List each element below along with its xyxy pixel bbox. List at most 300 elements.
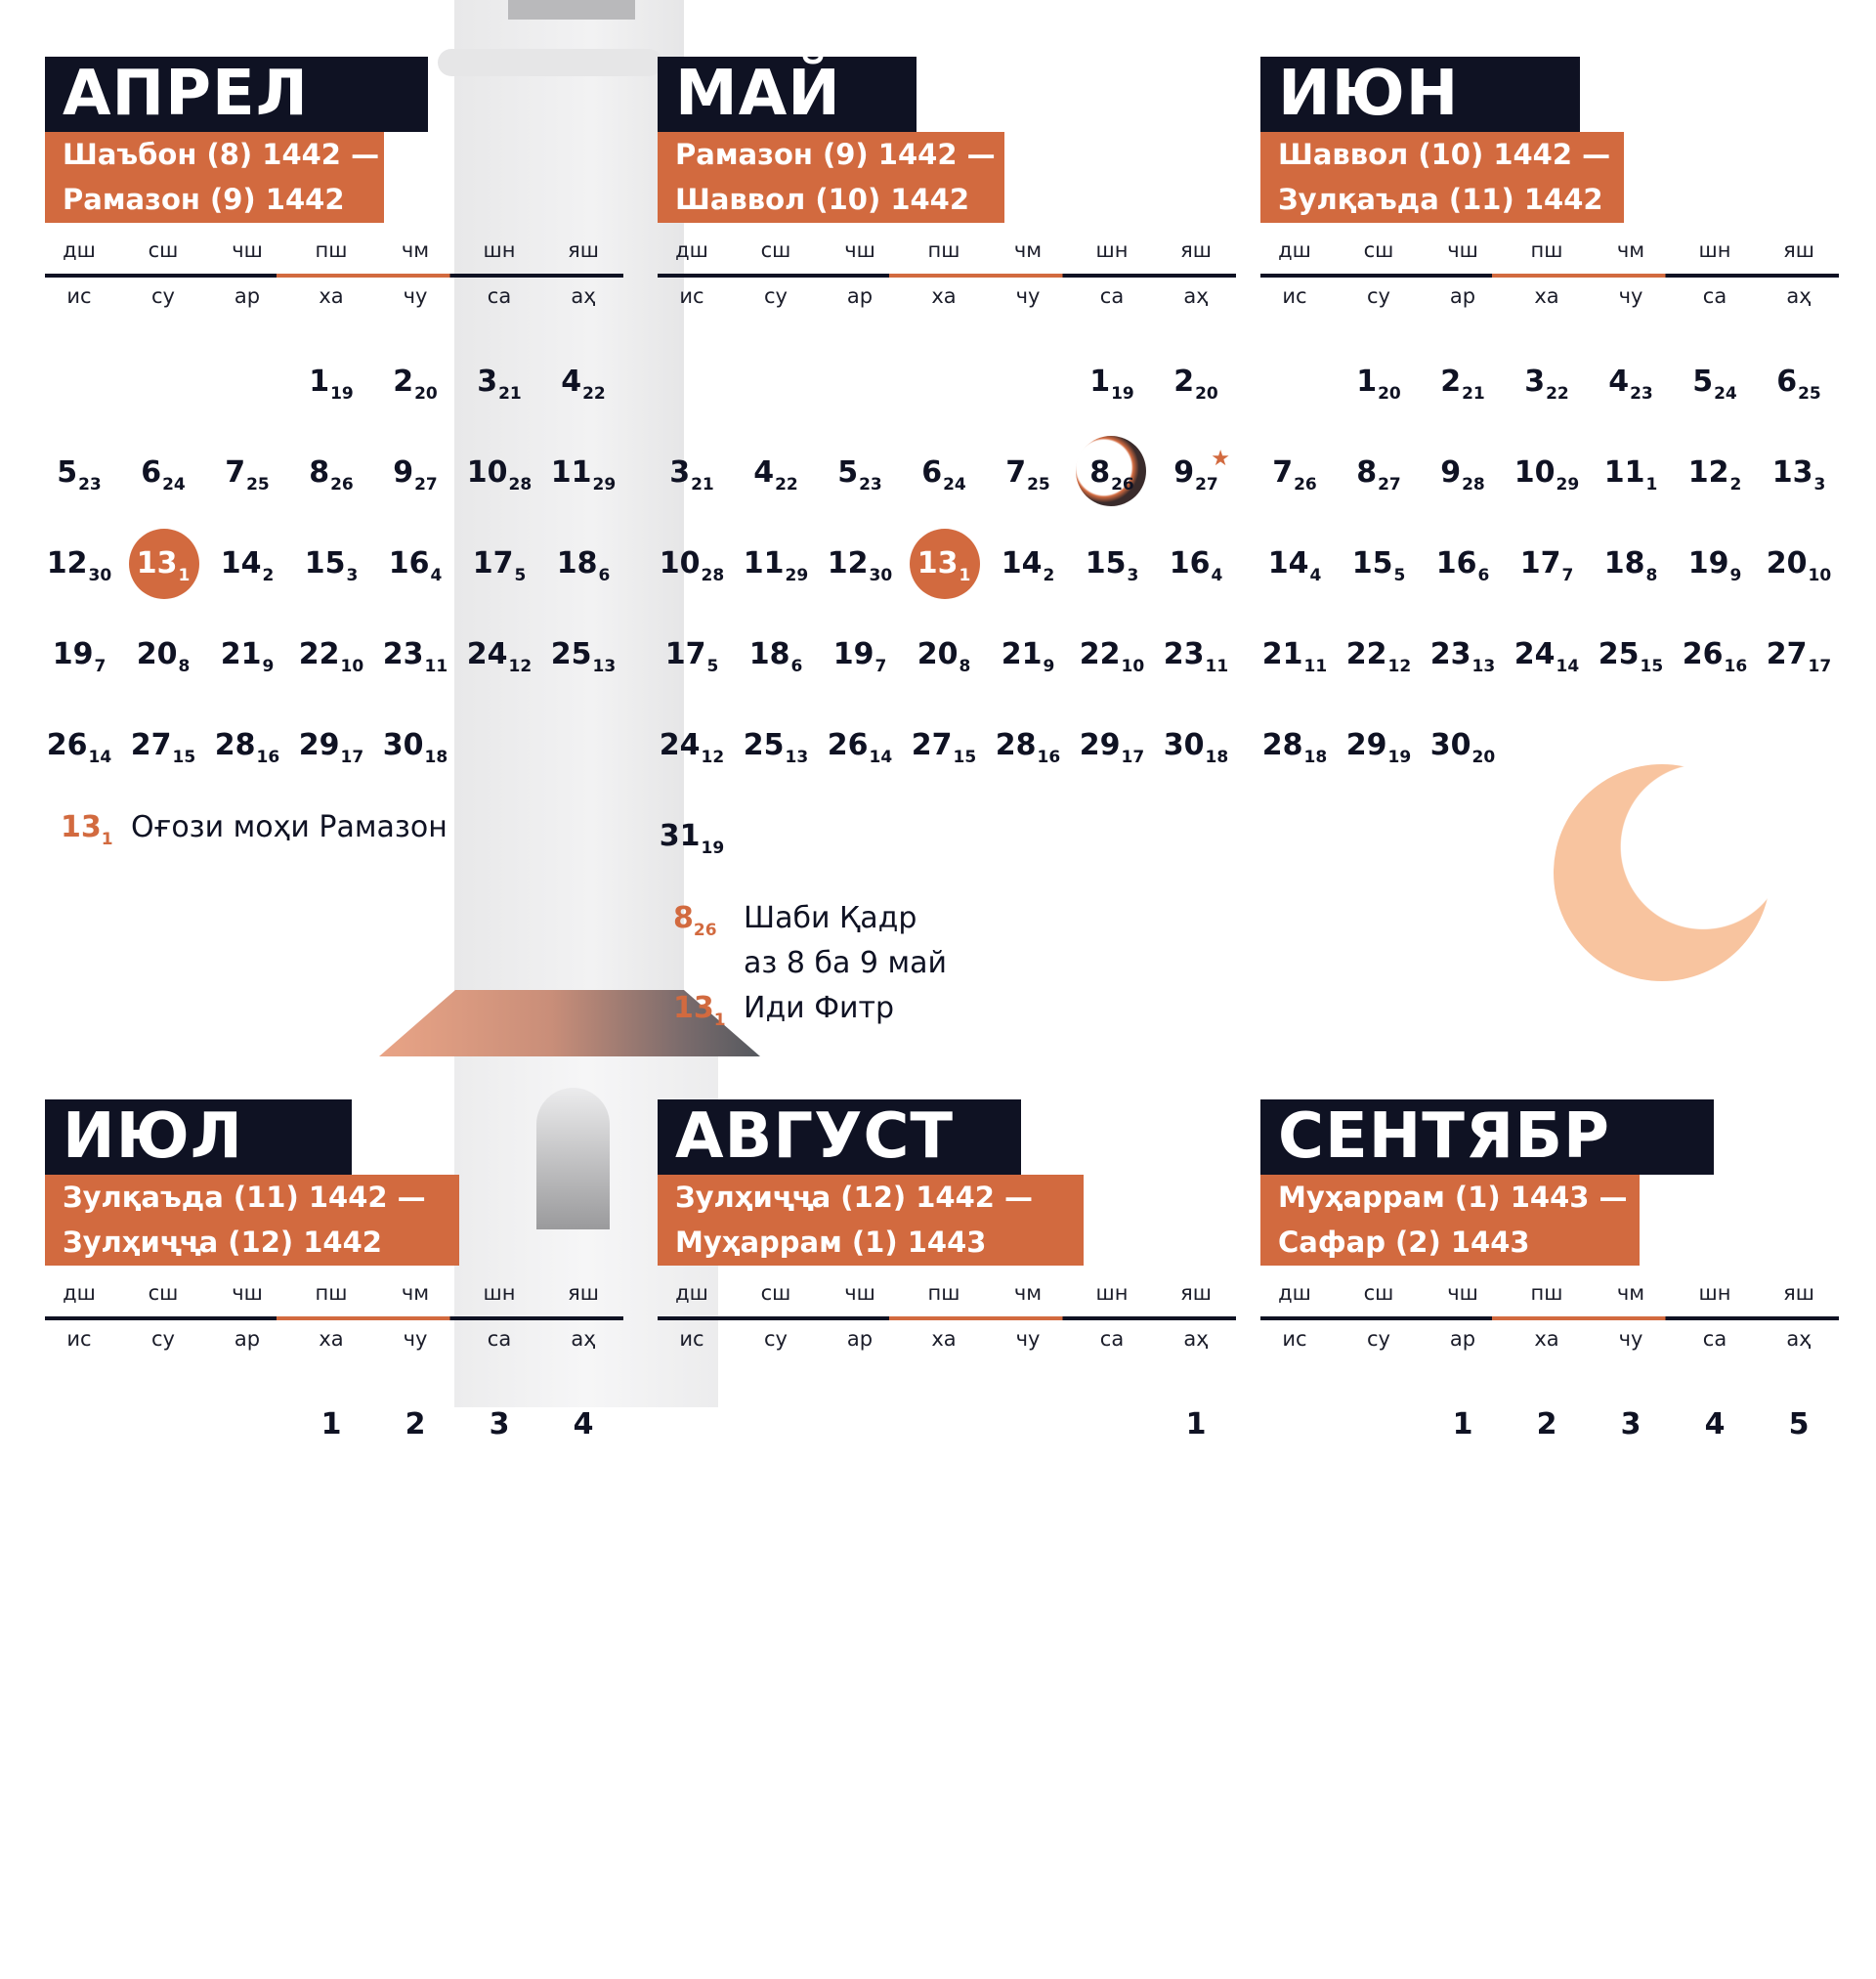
hijri-day: 18 (1303, 748, 1328, 767)
gregorian-day: 3 (489, 1407, 510, 1441)
weekday-label: су (764, 1327, 788, 1351)
weekday-label: ар (234, 1327, 261, 1351)
hijri-day: 29 (592, 475, 617, 495)
calendar-day[interactable] (1513, 451, 1581, 495)
month-title: ИЮЛ (45, 1099, 352, 1175)
legend-day: $8_{26}$ (673, 901, 717, 940)
weekday-label: шн (1095, 238, 1129, 262)
gregorian-day: 5 (57, 455, 78, 490)
weekday-label: чш (844, 1281, 875, 1305)
gregorian-day: 3 (1524, 365, 1546, 399)
calendar-day[interactable] (1162, 632, 1230, 677)
calendar-day[interactable] (1681, 632, 1749, 677)
calendar-day[interactable] (1260, 723, 1329, 768)
hijri-day: 15 (172, 748, 196, 767)
weekday-label: аҳ (1183, 1327, 1209, 1351)
legend-item (673, 901, 917, 940)
calendar-day[interactable] (1597, 360, 1665, 405)
weekday-label: сш (760, 238, 791, 262)
calendar-day[interactable] (1513, 632, 1581, 677)
gregorian-day: 27 (130, 728, 172, 762)
gregorian-day: 4 (753, 455, 775, 490)
calendar-day[interactable] (658, 723, 726, 768)
calendar-day[interactable] (994, 723, 1062, 768)
calendar-day[interactable] (658, 541, 726, 586)
hijri-day: 11 (1303, 657, 1328, 676)
gregorian-day: 7 (1272, 455, 1294, 490)
calendar-day[interactable] (1078, 541, 1146, 586)
weekday-label: чш (232, 1281, 263, 1305)
calendar-day[interactable] (910, 541, 978, 586)
calendar-day[interactable] (1597, 451, 1665, 495)
weekday-label: ар (846, 284, 874, 308)
weekday-label: ис (66, 284, 92, 308)
calendar-day[interactable] (1078, 360, 1146, 405)
hijri-day: 28 (508, 475, 533, 495)
calendar-day[interactable] (1344, 451, 1413, 495)
gregorian-day: 15 (1085, 546, 1127, 581)
gregorian-day: 21 (1001, 637, 1043, 671)
calendar-day[interactable] (1513, 1402, 1581, 1447)
hijri-day: 11 (1205, 657, 1229, 676)
hijri-day: 19 (1111, 384, 1134, 404)
hijri-line-2: Зулҳиҷҷа (12) 1442 (63, 1226, 382, 1259)
weekday-header-tajik (658, 238, 1236, 268)
hijri-day: 7 (94, 657, 107, 676)
weekday-label: аҳ (1786, 284, 1812, 308)
gregorian-day: 4 (573, 1407, 594, 1441)
calendar-day[interactable] (1428, 451, 1497, 495)
gregorian-day: 26 (827, 728, 869, 762)
calendar-day[interactable] (465, 451, 533, 495)
gregorian-day: 10 (466, 455, 508, 490)
gregorian-day: 8 (1356, 455, 1378, 490)
gregorian-day: 2 (1536, 1407, 1557, 1441)
month-6 (1260, 1099, 1866, 1979)
calendar-day[interactable] (381, 541, 449, 586)
gregorian-day: 6 (921, 455, 943, 490)
weekday-label: ха (1534, 1327, 1559, 1351)
calendar-day[interactable] (1260, 451, 1329, 495)
calendar-day[interactable] (1513, 541, 1581, 586)
calendar-day[interactable] (381, 360, 449, 405)
hijri-day: 20 (1471, 748, 1496, 767)
gregorian-day: 6 (1776, 365, 1798, 399)
calendar-day[interactable] (45, 451, 113, 495)
weekday-label: пш (315, 238, 348, 262)
calendar-day[interactable] (1162, 360, 1230, 405)
gregorian-day: 28 (995, 728, 1037, 762)
calendar-day[interactable] (213, 723, 281, 768)
calendar-day[interactable] (1513, 360, 1581, 405)
gregorian-day: 2 (405, 1407, 426, 1441)
weekday-divider (658, 1316, 1236, 1320)
calendar-day[interactable] (994, 541, 1062, 586)
month-title: АВГУСТ (658, 1099, 1021, 1175)
weekday-label: ис (1282, 1327, 1307, 1351)
month-title: ИЮН (1260, 57, 1580, 132)
weekday-label: са (1099, 284, 1125, 308)
weekday-label: чм (1013, 1281, 1043, 1305)
calendar-day[interactable] (297, 360, 365, 405)
gregorian-day: 1 (320, 1407, 342, 1441)
calendar-day[interactable] (1428, 541, 1497, 586)
weekday-label: дш (675, 238, 708, 262)
calendar-day[interactable] (1344, 723, 1413, 768)
gregorian-day: 29 (298, 728, 340, 762)
gregorian-day: 22 (298, 637, 340, 671)
month-5 (658, 1099, 1263, 1979)
weekday-label: са (487, 284, 512, 308)
calendar-day[interactable] (381, 451, 449, 495)
gregorian-day: 24 (466, 637, 508, 671)
weekday-label: ар (1449, 284, 1476, 308)
gregorian-day: 17 (664, 637, 706, 671)
gregorian-day: 3 (477, 365, 498, 399)
gregorian-day: 15 (304, 546, 346, 581)
hijri-day: 15 (953, 748, 977, 767)
hijri-day: 14 (1556, 657, 1580, 676)
weekday-divider (45, 1316, 623, 1320)
gregorian-day: 20 (136, 637, 178, 671)
hijri-day: 1 (1645, 475, 1658, 495)
weekday-label: шн (483, 1281, 516, 1305)
hijri-range (1260, 132, 1624, 223)
hijri-day: 18 (424, 748, 448, 767)
calendar-day[interactable] (1162, 723, 1230, 768)
calendar-day[interactable] (381, 632, 449, 677)
calendar-day[interactable] (297, 632, 365, 677)
calendar-day[interactable] (1765, 451, 1833, 495)
calendar-day[interactable] (994, 632, 1062, 677)
calendar-day[interactable] (658, 632, 726, 677)
weekday-label: шн (1698, 1281, 1731, 1305)
calendar-day[interactable] (381, 723, 449, 768)
calendar-day[interactable] (1162, 451, 1230, 495)
weekday-label: аҳ (571, 284, 596, 308)
calendar-day[interactable] (1597, 541, 1665, 586)
hijri-day: 20 (414, 384, 438, 404)
hijri-day: 13 (1471, 657, 1496, 676)
hijri-day: 19 (701, 839, 725, 858)
hijri-day: 25 (246, 475, 270, 495)
calendar-day[interactable] (129, 632, 197, 677)
weekday-label: са (487, 1327, 512, 1351)
hijri-day: 15 (1640, 657, 1664, 676)
calendar-day[interactable] (45, 541, 113, 586)
gregorian-day: 18 (1603, 546, 1645, 581)
calendar-day[interactable] (297, 723, 365, 768)
weekday-label: чш (232, 238, 263, 262)
calendar-day[interactable] (129, 451, 197, 495)
hijri-line-2: Зулқаъда (11) 1442 (1278, 183, 1603, 216)
hijri-day: 17 (1121, 748, 1145, 767)
legend-day: $13_1$ (61, 810, 113, 849)
weekday-label: су (151, 284, 175, 308)
calendar-day[interactable] (549, 360, 618, 405)
gregorian-day: 2 (1173, 365, 1195, 399)
hijri-range (658, 1175, 1084, 1266)
gregorian-day: 24 (1514, 637, 1556, 671)
calendar-day[interactable] (1765, 1402, 1833, 1447)
weekday-label: аҳ (1786, 1327, 1812, 1351)
calendar-day[interactable] (213, 632, 281, 677)
calendar-day[interactable] (465, 541, 533, 586)
gregorian-day: 13 (917, 546, 959, 581)
gregorian-day: 4 (561, 365, 582, 399)
weekday-label: су (151, 1327, 175, 1351)
hijri-range (45, 1175, 459, 1266)
weekday-label: пш (1530, 238, 1563, 262)
calendar-day[interactable] (45, 723, 113, 768)
calendar-day[interactable] (1162, 1402, 1230, 1447)
gregorian-day: 7 (1005, 455, 1027, 490)
hijri-range (658, 132, 1004, 223)
weekday-header-tajik (1260, 238, 1839, 268)
calendar-day[interactable] (129, 723, 197, 768)
weekday-divider (45, 274, 623, 278)
weekday-label: су (1367, 284, 1390, 308)
weekday-header-tajik (1260, 1281, 1839, 1311)
calendar-day[interactable] (549, 632, 618, 677)
calendar-day[interactable] (1078, 632, 1146, 677)
hijri-day: 5 (706, 657, 719, 676)
gregorian-day: 10 (1514, 455, 1556, 490)
gregorian-day: 5 (837, 455, 859, 490)
hijri-day: 3 (1127, 566, 1139, 585)
gregorian-day: 19 (1687, 546, 1729, 581)
gregorian-day: 25 (550, 637, 592, 671)
hijri-day: 16 (1724, 657, 1748, 676)
weekday-label: чш (1447, 1281, 1478, 1305)
calendar-day[interactable] (465, 360, 533, 405)
calendar-day[interactable] (1428, 1402, 1497, 1447)
hijri-day: 6 (790, 657, 803, 676)
hijri-day: 2 (1043, 566, 1055, 585)
month-4 (45, 1099, 651, 1979)
gregorian-day: 11 (1603, 455, 1645, 490)
gregorian-day: 11 (743, 546, 785, 581)
hijri-day: 25 (1798, 384, 1821, 404)
calendar-day[interactable] (1681, 360, 1749, 405)
calendar-day[interactable] (1597, 632, 1665, 677)
calendar-day[interactable] (549, 541, 618, 586)
gregorian-day: 23 (382, 637, 424, 671)
calendar-day[interactable] (213, 451, 281, 495)
calendar-day[interactable] (1344, 360, 1413, 405)
calendar-day[interactable] (1765, 632, 1833, 677)
calendar-day[interactable] (549, 451, 618, 495)
weekday-header-tajik (45, 1281, 623, 1311)
hijri-day: 25 (1027, 475, 1050, 495)
hijri-day: 6 (598, 566, 611, 585)
gregorian-day: 30 (1429, 728, 1471, 762)
hijri-day: 23 (1630, 384, 1653, 404)
calendar-day[interactable] (213, 541, 281, 586)
gregorian-day: 25 (743, 728, 785, 762)
hijri-day: 30 (869, 566, 893, 585)
calendar-day[interactable] (910, 451, 978, 495)
gregorian-day: 28 (214, 728, 256, 762)
calendar-day[interactable] (1428, 723, 1497, 768)
gregorian-day: 1 (309, 365, 330, 399)
weekday-label: шн (1698, 238, 1731, 262)
legend-day: $13_1$ (673, 991, 726, 1030)
hijri-day: 8 (178, 657, 191, 676)
hijri-day: 17 (340, 748, 364, 767)
gregorian-day: 28 (1261, 728, 1303, 762)
calendar-day[interactable] (742, 632, 810, 677)
weekday-label: дш (63, 238, 96, 262)
calendar-day[interactable] (1078, 451, 1146, 495)
gregorian-day: 8 (1089, 455, 1111, 490)
gregorian-day: 20 (917, 637, 959, 671)
gregorian-day: 17 (1519, 546, 1561, 581)
hijri-line-1: Зулҳиҷҷа (12) 1442 — (675, 1181, 1034, 1214)
hijri-day: 13 (785, 748, 809, 767)
gregorian-day: 11 (550, 455, 592, 490)
calendar-day[interactable] (1681, 541, 1749, 586)
calendar-day[interactable] (994, 451, 1062, 495)
weekday-label: чм (401, 1281, 430, 1305)
weekday-divider (1260, 274, 1839, 278)
hijri-day: 7 (1561, 566, 1574, 585)
gregorian-day: 3 (669, 455, 691, 490)
calendar-day[interactable] (826, 451, 894, 495)
hijri-day: 29 (1556, 475, 1580, 495)
calendar-day[interactable] (45, 632, 113, 677)
calendar-day[interactable] (549, 1402, 618, 1447)
gregorian-day: 18 (556, 546, 598, 581)
weekday-label: су (1367, 1327, 1390, 1351)
calendar-day[interactable] (910, 632, 978, 677)
hijri-day: 6 (1477, 566, 1490, 585)
calendar-day[interactable] (381, 1402, 449, 1447)
weekday-header-arabic (658, 284, 1236, 314)
weekday-label: ис (66, 1327, 92, 1351)
gregorian-day: 23 (1163, 637, 1205, 671)
gregorian-day: 2 (393, 365, 414, 399)
calendar-day[interactable] (826, 541, 894, 586)
hijri-day: 14 (869, 748, 893, 767)
gregorian-day: 8 (309, 455, 330, 490)
weekday-label: дш (675, 1281, 708, 1305)
weekday-label: ха (319, 284, 344, 308)
hijri-day: 3 (346, 566, 359, 585)
hijri-day: 10 (1121, 657, 1145, 676)
weekday-label: чш (844, 238, 875, 262)
weekday-label: пш (927, 1281, 960, 1305)
calendar-day[interactable] (1597, 1402, 1665, 1447)
gregorian-day: 16 (388, 546, 430, 581)
weekday-label: чу (403, 1327, 428, 1351)
month-title: МАЙ (658, 57, 917, 132)
weekday-header-arabic (1260, 1327, 1839, 1356)
weekday-label: са (1702, 1327, 1727, 1351)
hijri-day: 12 (1387, 657, 1412, 676)
gregorian-day: 14 (1001, 546, 1043, 581)
hijri-day: 22 (582, 384, 606, 404)
hijri-day: 3 (1813, 475, 1826, 495)
weekday-divider (1260, 1316, 1839, 1320)
calendar-day[interactable] (742, 541, 810, 586)
calendar-day[interactable] (742, 451, 810, 495)
gregorian-day: 22 (1079, 637, 1121, 671)
calendar-day[interactable] (826, 632, 894, 677)
calendar-day[interactable] (1428, 360, 1497, 405)
hijri-day: 26 (1111, 475, 1134, 495)
calendar-day[interactable] (1344, 632, 1413, 677)
hijri-line-2: Муҳаррам (1) 1443 (675, 1226, 987, 1259)
calendar-day[interactable] (1765, 360, 1833, 405)
gregorian-day: 16 (1169, 546, 1211, 581)
calendar-day[interactable] (742, 723, 810, 768)
hijri-day: 4 (1211, 566, 1223, 585)
calendar-day[interactable] (1765, 541, 1833, 586)
hijri-day: 19 (330, 384, 354, 404)
weekday-label: са (1702, 284, 1727, 308)
weekday-header-tajik (658, 1281, 1236, 1311)
hijri-day: 27 (1195, 475, 1218, 495)
gregorian-day: 4 (1704, 1407, 1726, 1441)
weekday-label: ар (1449, 1327, 1476, 1351)
weekday-label: са (1099, 1327, 1125, 1351)
hijri-range (45, 132, 384, 223)
month-3 (1260, 57, 1866, 936)
gregorian-day: 16 (1435, 546, 1477, 581)
calendar-day[interactable] (658, 814, 726, 859)
hijri-day: 9 (262, 657, 275, 676)
calendar-day[interactable] (1260, 632, 1329, 677)
hijri-day: 21 (1462, 384, 1485, 404)
calendar-day[interactable] (1078, 723, 1146, 768)
calendar-day[interactable] (129, 541, 197, 586)
weekday-label: яш (1783, 238, 1814, 262)
weekday-header-arabic (1260, 284, 1839, 314)
gregorian-day: 21 (1261, 637, 1303, 671)
calendar-day[interactable] (465, 1402, 533, 1447)
hijri-day: 26 (1294, 475, 1317, 495)
calendar-day[interactable] (1162, 541, 1230, 586)
hijri-day: 8 (959, 657, 971, 676)
hijri-day: 29 (785, 566, 809, 585)
calendar-day[interactable] (1681, 1402, 1749, 1447)
hijri-day: 23 (78, 475, 102, 495)
calendar-day[interactable] (297, 1402, 365, 1447)
weekday-label: яш (568, 1281, 599, 1305)
hijri-day: 27 (414, 475, 438, 495)
calendar-day[interactable] (1344, 541, 1413, 586)
calendar-day[interactable] (910, 723, 978, 768)
hijri-line-1: Рамазон (9) 1442 — (675, 138, 996, 171)
calendar-day[interactable] (297, 451, 365, 495)
calendar-day[interactable] (297, 541, 365, 586)
calendar-day[interactable] (1428, 632, 1497, 677)
calendar-day[interactable] (1260, 541, 1329, 586)
hijri-day: 2 (1729, 475, 1742, 495)
hijri-day: 19 (1387, 748, 1412, 767)
calendar-day[interactable] (1681, 451, 1749, 495)
hijri-day: 12 (508, 657, 533, 676)
calendar-day[interactable] (658, 451, 726, 495)
calendar-day[interactable] (826, 723, 894, 768)
calendar-day[interactable] (465, 632, 533, 677)
weekday-header-arabic (45, 1327, 623, 1356)
hijri-line-1: Шаъбон (8) 1442 — (63, 138, 380, 171)
hijri-day: 2 (262, 566, 275, 585)
legend-item (673, 946, 947, 980)
gregorian-day: 12 (46, 546, 88, 581)
